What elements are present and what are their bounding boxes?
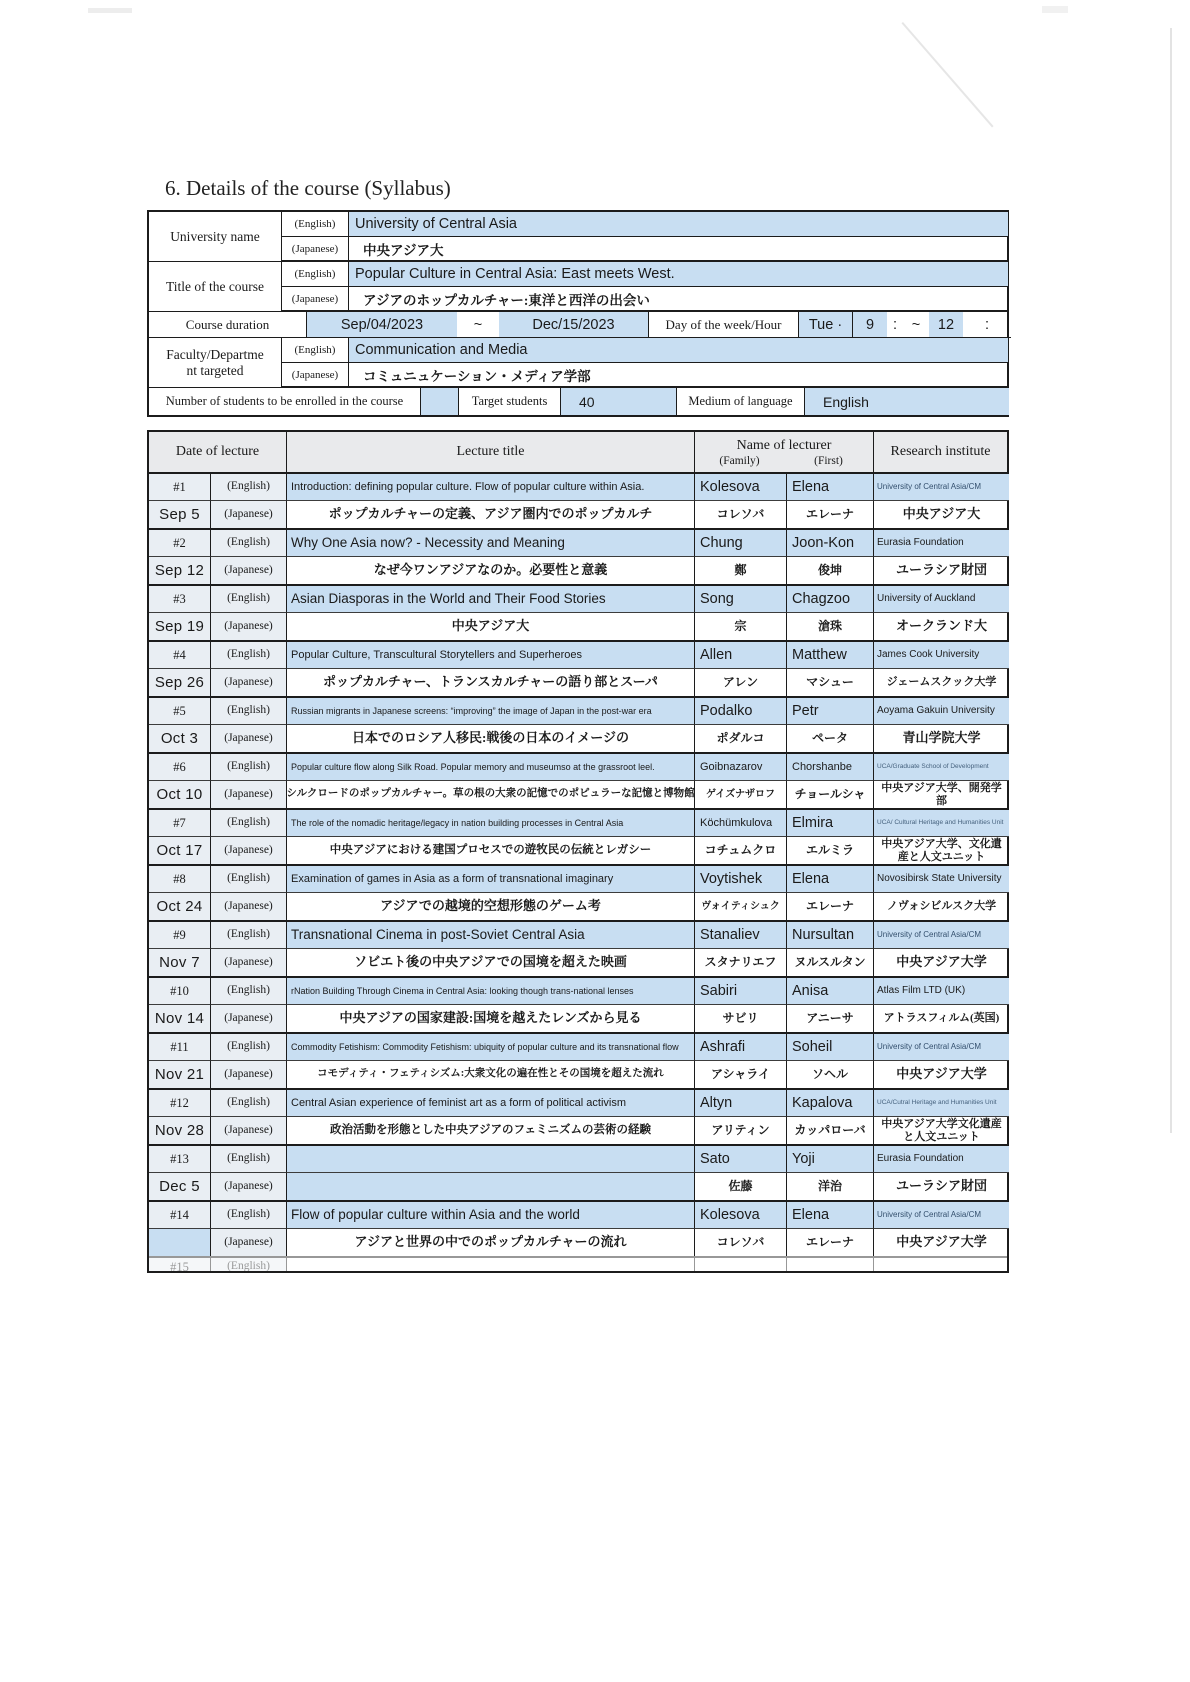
students-label: Number of students to be enrolled in the course: [149, 388, 421, 415]
lecturer-family-en: Song: [695, 586, 787, 613]
lecture-date: [149, 1229, 211, 1256]
page-title: 6. Details of the course (Syllabus): [165, 176, 451, 200]
lecture-number: #5: [149, 698, 211, 725]
lecture-title-jp: 日本でのロシア人移民:戦後の日本のイメージの: [287, 725, 695, 752]
research-institute-en: UCA/Cutral Heritage and Humanities Unit: [874, 1090, 1009, 1117]
header-research-institute: Research institute: [890, 444, 991, 459]
lecturer-first-jp: アニーサ: [787, 1005, 874, 1032]
course-title-jp: アジアのホップカルチャー:東洋と西洋の出会い: [349, 287, 1009, 312]
students-row: [149, 388, 1007, 415]
language-tag-japanese: (Japanese): [211, 669, 287, 696]
lecturer-first-en: Chagzoo: [787, 586, 874, 613]
scan-artifact-smudge: [88, 8, 132, 13]
faculty-rows: [149, 338, 1007, 388]
lecture-number: #11: [149, 1034, 211, 1061]
research-institute-jp: 中央アジア大学: [896, 954, 987, 970]
duration-tilde: ~: [457, 312, 499, 338]
lecture-title-en: Transnational Cinema in post-Soviet Central Asia: [287, 922, 695, 949]
language-tag-english: (English): [211, 1034, 287, 1061]
lecture-row-partial: [149, 1256, 1007, 1271]
lecture-title-en: Why One Asia now? - Necessity and Meaning: [287, 530, 695, 557]
lecture-number: #2: [149, 530, 211, 557]
course-title-rows: [149, 262, 1007, 312]
lecture-pair: [149, 1034, 1007, 1090]
research-institute-en: University of Central Asia/CM: [874, 922, 1009, 949]
lecturer-first-en: Petr: [787, 698, 874, 725]
english-tag: (English): [282, 262, 349, 287]
lecturer-family-jp: 鄭: [695, 557, 787, 584]
lecture-title-jp: 中央アジア大: [287, 613, 695, 640]
course-duration-row: [149, 312, 1007, 338]
lecturer-first-en: Soheil: [787, 1034, 874, 1061]
language-tag-english: (English): [211, 642, 287, 669]
hour-colon2: :: [963, 312, 1011, 338]
lecturer-family-jp: ポダルコ: [695, 725, 787, 752]
lecturer-family-jp: コレソバ: [695, 1229, 787, 1256]
lecture-number: #10: [149, 978, 211, 1005]
header-family: (Family): [719, 454, 760, 467]
lecture-pair: [149, 922, 1007, 978]
lecture-title-jp: [287, 1173, 695, 1200]
lecturer-family-en: Podalko: [695, 698, 787, 725]
lecture-pair: [149, 642, 1007, 698]
language-tag-english: (English): [211, 1202, 287, 1229]
lecture-number: #3: [149, 586, 211, 613]
lecture-pair: [149, 1146, 1007, 1202]
lecture-pair: [149, 698, 1007, 754]
english-tag: (English): [282, 338, 349, 363]
header-first: (First): [814, 454, 843, 467]
japanese-tag: (Japanese): [282, 237, 349, 262]
lecturer-first-jp: 洋治: [787, 1173, 874, 1200]
language-tag-english: (English): [211, 978, 287, 1005]
lecture-title-en: Popular Culture, Transcultural Storytellers and Superheroes: [287, 642, 695, 669]
hour-colon: :: [887, 312, 903, 338]
lecture-number: #14: [149, 1202, 211, 1229]
lecturer-first-en: Yoji: [787, 1146, 874, 1173]
hour-start-value: 9: [853, 312, 887, 338]
lecture-number: #4: [149, 642, 211, 669]
lecture-date: Oct 17: [149, 837, 211, 864]
lecture-number: #12: [149, 1090, 211, 1117]
target-students-label: Target students: [459, 388, 561, 415]
lecture-title-en: Russian migrants in Japanese screens: “improving” the image of Japan in the post-war era: [287, 698, 695, 725]
research-institute-jp: 中央アジア大: [902, 506, 981, 522]
lecture-date: Nov 14: [149, 1005, 211, 1032]
lecture-title-jp: アジアでの越境的空想形態のゲーム考: [287, 893, 695, 920]
medium-language-value: English: [805, 388, 1009, 415]
research-institute-jp: ユーラシア財団: [895, 562, 987, 578]
university-name-rows: [149, 212, 1007, 262]
scan-artifact-smudge: [1042, 6, 1068, 13]
lecture-title-jp: ポップカルチャー、トランスカルチャーの語り部とスーパ: [287, 669, 695, 696]
lecture-title-en: Commodity Fetishism: Commodity Fetishism: ubiquity of popular culture and its transnational flow: [287, 1034, 695, 1061]
lecturer-first-jp: チョールシャ: [787, 781, 874, 808]
lecture-title-jp: シルクロードのポップカルチャー。草の根の大衆の記憶でのポピュラーな記憶と博物館: [287, 781, 695, 808]
language-tag-english: (English): [211, 586, 287, 613]
language-tag-japanese: (Japanese): [211, 725, 287, 752]
lecturer-family-en: Voytishek: [695, 866, 787, 893]
lecturer-first-en: Chorshanbe: [787, 754, 874, 781]
lecture-date: Sep 19: [149, 613, 211, 640]
hour-end-value: 12: [929, 312, 963, 338]
research-institute-jp: ユーラシア財団: [895, 1178, 987, 1194]
research-institute-en: UCA/Graduate School of Development: [874, 754, 1009, 781]
course-title-en: Popular Culture in Central Asia: East meets West.: [349, 262, 1009, 287]
lecture-date: Sep 12: [149, 557, 211, 584]
faculty-label: Faculty/Departme nt targeted: [149, 338, 282, 388]
scan-artifact-diagonal: [901, 22, 993, 127]
research-institute-en: James Cook University: [874, 642, 1009, 669]
lecture-title-en: Examination of games in Asia as a form of transnational imaginary: [287, 866, 695, 893]
lecture-pair: [149, 810, 1007, 866]
lecturer-family-jp: 佐藤: [695, 1173, 787, 1200]
lecture-pair: [149, 1090, 1007, 1146]
lecturer-first-jp: ペータ: [787, 725, 874, 752]
lecturer-first-jp: ソヘル: [787, 1061, 874, 1088]
lecture-title-jp: アジアと世界の中でのポップカルチャーの流れ: [287, 1229, 695, 1256]
research-institute-jp: ノヴォシビルスク大学: [886, 900, 997, 913]
lecturer-family-jp: スタナリエフ: [695, 949, 787, 976]
lecturer-family-en: Kolesova: [695, 474, 787, 501]
language-tag: (English): [211, 1258, 287, 1271]
language-tag-japanese: (Japanese): [211, 1173, 287, 1200]
language-tag-english: (English): [211, 530, 287, 557]
lecture-pair: [149, 586, 1007, 642]
lecture-date: Nov 21: [149, 1061, 211, 1088]
university-name-jp: 中央アジア大: [349, 237, 1009, 262]
lecture-title-en: Flow of popular culture within Asia and the world: [287, 1202, 695, 1229]
lecturer-family-jp: サビリ: [695, 1005, 787, 1032]
lecture-date: Oct 24: [149, 893, 211, 920]
lecturer-family-jp: ゲイズナザロフ: [695, 781, 787, 808]
research-institute-jp: 青山学院大学: [902, 730, 981, 746]
lecturer-first-jp: マシュー: [787, 669, 874, 696]
research-institute-jp: 中央アジア大学: [896, 1234, 987, 1250]
language-tag-japanese: (Japanese): [211, 949, 287, 976]
research-institute-jp: 中央アジア大学、文化遺産と人文ユニット: [881, 837, 1002, 863]
lecture-date: Nov 7: [149, 949, 211, 976]
research-institute-en: University of Auckland: [874, 586, 1009, 613]
language-tag-japanese: (Japanese): [211, 557, 287, 584]
course-duration-label: Course duration: [149, 312, 307, 338]
lecture-title-en: Central Asian experience of feminist art as a form of political activism: [287, 1090, 695, 1117]
lecturer-family-en: Sato: [695, 1146, 787, 1173]
lecturer-first-jp: エルミラ: [787, 837, 874, 864]
lecture-title-jp: ソビエト後の中央アジアでの国境を超えた映画: [287, 949, 695, 976]
lecturer-family-en: Goibnazarov: [695, 754, 787, 781]
lecturer-first-en: Elmira: [787, 810, 874, 837]
faculty-jp: コミュニュケーション・メディア学部: [349, 363, 1009, 388]
university-name-en: University of Central Asia: [349, 212, 1009, 237]
lecture-number: #6: [149, 754, 211, 781]
lecture-date: Nov 28: [149, 1117, 211, 1144]
lecturer-family-jp: アレン: [695, 669, 787, 696]
research-institute-en: Atlas Film LTD (UK): [874, 978, 1009, 1005]
language-tag-japanese: (Japanese): [211, 1005, 287, 1032]
language-tag-english: (English): [211, 698, 287, 725]
lecturer-first-en: Nursultan: [787, 922, 874, 949]
lecture-table: [147, 430, 1009, 1273]
header-date-of-lecture: Date of lecture: [149, 432, 287, 472]
research-institute-jp: 中央アジア大学、開発学部: [881, 781, 1002, 807]
language-tag-english: (English): [211, 810, 287, 837]
research-institute-en: UCA/ Cultural Heritage and Humanities Unit: [874, 810, 1009, 837]
lecture-number: #7: [149, 810, 211, 837]
header-lecture-title: Lecture title: [287, 432, 695, 472]
research-institute-en: Eurasia Foundation: [874, 1146, 1009, 1173]
lecturer-first-en: Kapalova: [787, 1090, 874, 1117]
lecture-number: #9: [149, 922, 211, 949]
lecture-title-en: [287, 1146, 695, 1173]
lecture-title-en: Popular culture flow along Silk Road. Popular memory and museumso at the grassroot leel.: [287, 754, 695, 781]
research-institute-jp: ジェームスクック大学: [886, 676, 997, 689]
language-tag-japanese: (Japanese): [211, 613, 287, 640]
lecture-number: #15: [149, 1258, 211, 1271]
language-tag-japanese: (Japanese): [211, 837, 287, 864]
lecture-title-en: rNation Building Through Cinema in Central Asia: looking though trans-national lenses: [287, 978, 695, 1005]
lecture-title-jp: なぜ今ワンアジアなのか。必要性と意義: [287, 557, 695, 584]
lecturer-family-en: Allen: [695, 642, 787, 669]
medium-language-label: Medium of language: [677, 388, 805, 415]
lecture-date: Oct 3: [149, 725, 211, 752]
lecture-rows: [149, 474, 1007, 1256]
lecturer-first-jp: エレーナ: [787, 501, 874, 528]
lecture-pair: [149, 754, 1007, 810]
lecture-number: #1: [149, 474, 211, 501]
research-institute-en: University of Central Asia/CM: [874, 1202, 1009, 1229]
lecturer-family-jp: アリティン: [695, 1117, 787, 1144]
day-of-week-value: Tue ·: [799, 312, 853, 338]
lecturer-first-en: Matthew: [787, 642, 874, 669]
language-tag-japanese: (Japanese): [211, 1117, 287, 1144]
lecture-pair: [149, 474, 1007, 530]
lecturer-family-jp: コチュムクロ: [695, 837, 787, 864]
day-of-week-label: Day of the week/Hour: [649, 312, 799, 338]
english-tag: (English): [282, 212, 349, 237]
language-tag-japanese: (Japanese): [211, 781, 287, 808]
lecture-date: Dec 5: [149, 1173, 211, 1200]
language-tag-english: (English): [211, 922, 287, 949]
lecturer-family-en: Stanaliev: [695, 922, 787, 949]
lecture-title-jp: ポップカルチャーの定義、アジア圏内でのポップカルチ: [287, 501, 695, 528]
lecturer-family-en: Chung: [695, 530, 787, 557]
course-title-label: Title of the course: [149, 262, 282, 312]
hour-tilde: ~: [903, 312, 929, 338]
lecturer-family-jp: アシャライ: [695, 1061, 787, 1088]
research-institute-en: Aoyama Gakuin University: [874, 698, 1009, 725]
scan-artifact-line: [1170, 28, 1172, 1133]
lecturer-family-jp: ヴォイティシュク: [695, 893, 787, 920]
lecturer-family-en: Sabiri: [695, 978, 787, 1005]
lecturer-first-en: Elena: [787, 1202, 874, 1229]
lecturer-first-jp: エレーナ: [787, 893, 874, 920]
syllabus-form: [147, 210, 1009, 417]
lecture-title-jp: 中央アジアにおける建国プロセスでの遊牧民の伝統とレガシー: [287, 837, 695, 864]
language-tag-english: (English): [211, 1146, 287, 1173]
language-tag-japanese: (Japanese): [211, 501, 287, 528]
lecture-pair: [149, 1202, 1007, 1256]
header-name-of-lecturer: Name of lecturer (Family) (First): [695, 432, 874, 472]
lecturer-first-jp: 滄珠: [787, 613, 874, 640]
lecturer-family-en: Köchümkulova: [695, 810, 787, 837]
lecture-title-en: The role of the nomadic heritage/legacy in nation building processes in Central Asia: [287, 810, 695, 837]
language-tag-english: (English): [211, 866, 287, 893]
lecture-title-en: Asian Diasporas in the World and Their Food Stories: [287, 586, 695, 613]
lecturer-family-en: Ashrafi: [695, 1034, 787, 1061]
research-institute-en: Novosibirsk State University: [874, 866, 1009, 893]
lecture-pair: [149, 530, 1007, 586]
lecture-title-jp: 中央アジアの国家建設:国境を越えたレンズから見る: [287, 1005, 695, 1032]
lecturer-family-jp: 宗: [695, 613, 787, 640]
language-tag-english: (English): [211, 474, 287, 501]
lecture-date: Sep 5: [149, 501, 211, 528]
research-institute-en: Eurasia Foundation: [874, 530, 1009, 557]
lecturer-first-en: Elena: [787, 474, 874, 501]
lecture-pair: [149, 866, 1007, 922]
lecture-title-jp: コモディティ・フェティシズム:大衆文化の遍在性とその国境を超えた流れ: [287, 1061, 695, 1088]
lecture-title-jp: 政治活動を形態とした中央アジアのフェミニズムの芸術の経験: [287, 1117, 695, 1144]
lecturer-first-jp: ヌルスルタン: [787, 949, 874, 976]
research-institute-jp: オークランド大: [895, 618, 987, 634]
language-tag-japanese: (Japanese): [211, 1061, 287, 1088]
lecture-number: #8: [149, 866, 211, 893]
lecturer-first-jp: エレーナ: [787, 1229, 874, 1256]
university-name-label: University name: [149, 212, 282, 262]
lecturer-first-jp: 俊坤: [787, 557, 874, 584]
language-tag-english: (English): [211, 754, 287, 781]
language-tag-english: (English): [211, 1090, 287, 1117]
students-blank-cell: [421, 388, 459, 415]
lecture-pair: [149, 978, 1007, 1034]
faculty-en: Communication and Media: [349, 338, 1009, 363]
research-institute-jp: 中央アジア大学文化遺産と人文ユニット: [881, 1117, 1002, 1143]
lecture-table-header: [149, 432, 1007, 474]
lecturer-first-en: Anisa: [787, 978, 874, 1005]
target-students-value: 40: [561, 388, 677, 415]
japanese-tag: (Japanese): [282, 363, 349, 388]
research-institute-jp: 中央アジア大学: [896, 1066, 987, 1082]
lecture-title-en: Introduction: defining popular culture. Flow of popular culture within Asia.: [287, 474, 695, 501]
lecturer-first-jp: カッパローバ: [787, 1117, 874, 1144]
lecturer-first-en: Joon-Kon: [787, 530, 874, 557]
research-institute-en: University of Central Asia/CM: [874, 1034, 1009, 1061]
language-tag-japanese: (Japanese): [211, 1229, 287, 1256]
lecture-date: Sep 26: [149, 669, 211, 696]
research-institute-jp: アトラスフィルム(英国): [883, 1012, 1000, 1025]
lecturer-family-en: Altyn: [695, 1090, 787, 1117]
research-institute-en: University of Central Asia/CM: [874, 474, 1009, 501]
duration-start-date: Sep/04/2023: [307, 312, 457, 338]
lecturer-family-en: Kolesova: [695, 1202, 787, 1229]
lecturer-family-jp: コレソバ: [695, 501, 787, 528]
lecture-date: Oct 10: [149, 781, 211, 808]
lecture-number: #13: [149, 1146, 211, 1173]
duration-end-date: Dec/15/2023: [499, 312, 649, 338]
lecturer-first-en: Elena: [787, 866, 874, 893]
japanese-tag: (Japanese): [282, 287, 349, 312]
language-tag-japanese: (Japanese): [211, 893, 287, 920]
